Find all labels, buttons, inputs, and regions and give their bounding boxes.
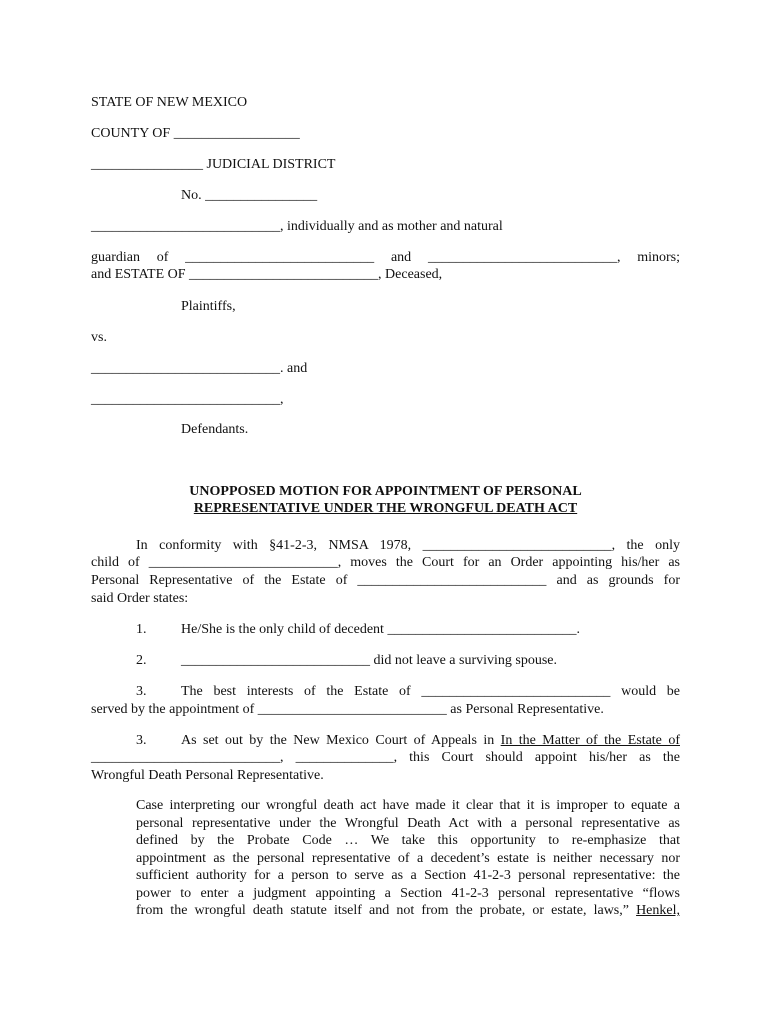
- item-4-line-1-text: As set out by the New Mexico Court of Appeals in: [181, 733, 501, 748]
- defendant-line-2: ___________________________,: [91, 392, 284, 407]
- item-2-number: 2.: [136, 653, 147, 668]
- item-1-text: He/She is the only child of decedent ___________________________.: [181, 622, 580, 637]
- motion-title-line-1: UNOPPOSED MOTION FOR APPOINTMENT OF PERSONAL: [189, 484, 582, 499]
- intro-line-4: said Order states:: [91, 591, 189, 606]
- quote-line-6: power to enter a judgment appointing a Section 41-2-3 personal representative “flows: [136, 885, 680, 901]
- block-quote: [136, 797, 680, 920]
- plaintiff-line-1: ___________________________, individually and as mother and natural: [91, 219, 503, 234]
- item-1-number: 1.: [136, 622, 147, 637]
- case-citation: In the Matter of the Estate of: [500, 733, 680, 748]
- versus-label: vs.: [91, 330, 107, 345]
- quote-line-5: sufficient authority for a person to serve as a Section 41-2-3 personal representative: the: [136, 868, 680, 883]
- quote-line-2: personal representative under the Wrongful Death Act with a personal representative as: [136, 815, 680, 831]
- case-number-line: No. ________________: [181, 188, 318, 203]
- plaintiff-line-3: and ESTATE OF ___________________________, Deceased,: [91, 267, 443, 282]
- state-heading: STATE OF NEW MEXICO: [91, 95, 248, 110]
- defendant-line-1: ___________________________. and: [91, 361, 308, 376]
- item-4-line-2: ___________________________, ______________, this Court should appoint his/her as the: [91, 750, 680, 765]
- quote-line-3: defined by the Probate Code … We take this opportunity to re-emphasize that: [136, 833, 680, 848]
- item-4-number: 3.: [136, 733, 147, 748]
- item-3-line-2: served by the appointment of ___________________________ as Personal Representative.: [91, 702, 604, 717]
- intro-line-3: Personal Representative of the Estate of ___________________________ and as grounds for: [91, 573, 680, 588]
- quote-line-4: appointment as the personal representative of a decedent’s estate is neither necessary nor: [136, 850, 680, 866]
- district-line: ________________ JUDICIAL DISTRICT: [91, 157, 336, 172]
- henkel-citation: Henkel,: [636, 903, 680, 918]
- defendants-label: Defendants.: [181, 422, 249, 437]
- plaintiffs-label: Plaintiffs,: [181, 299, 236, 314]
- item-4-line-3: Wrongful Death Personal Representative.: [91, 768, 324, 783]
- item-2-text: ___________________________ did not leave a surviving spouse.: [181, 653, 558, 668]
- quote-line-7-text: from the wrongful death statute itself and not from the probate, or estate, laws,”: [136, 903, 637, 918]
- quote-line-7: [136, 902, 680, 920]
- intro-line-2: child of ___________________________, moves the Court for an Order appointing his/her as: [91, 555, 680, 570]
- motion-title-line-2: REPRESENTATIVE UNDER THE WRONGFUL DEATH ACT: [193, 501, 578, 516]
- county-line: COUNTY OF __________________: [91, 126, 300, 141]
- plaintiff-line-2: guardian of ___________________________ and ___________________________, minors;: [91, 250, 680, 265]
- item-3-line-1: The best interests of the Estate of ___________________________ would be: [181, 684, 680, 699]
- item-4-line-1: [181, 732, 680, 749]
- item-3-number: 3.: [136, 684, 147, 699]
- quote-line-1: Case interpreting our wrongful death act have made it clear that it is improper to equate a: [136, 798, 680, 813]
- intro-line-1: In conformity with §41-2-3, NMSA 1978, ___________________________, the only: [136, 538, 680, 553]
